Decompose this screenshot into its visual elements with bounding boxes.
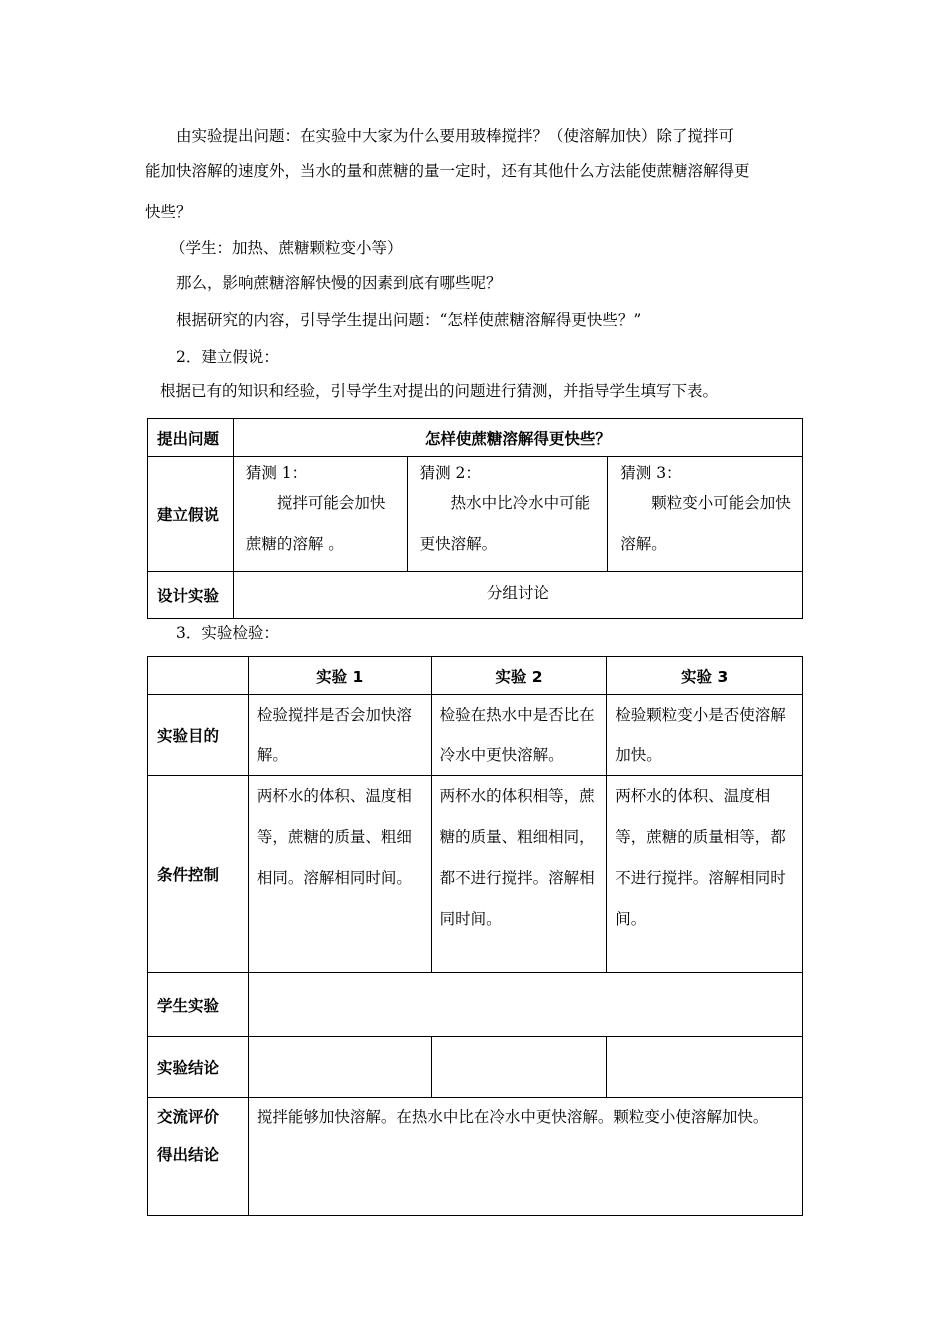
conclusion-cell	[248, 1037, 431, 1098]
conclusion-cell	[607, 1037, 803, 1098]
guess-title: 猜测 2：	[419, 464, 481, 482]
paragraph-line: 根据已有的知识和经验，引导学生对提出的问题进行猜测，并指导学生填写下表。	[160, 382, 719, 400]
column-header: 实验 1	[248, 657, 431, 695]
section-heading: 3．实验检验：	[176, 624, 279, 642]
paragraph-line: 由实验提出问题：在实验中大家为什么要用玻棒搅拌？（使溶解加快）除了搅拌可	[176, 127, 735, 145]
hypothesis-table	[147, 418, 803, 619]
summary-label-line: 交流评价	[157, 1108, 220, 1126]
row-label-question: 提出问题	[148, 419, 234, 457]
control-cell: 两杯水的体积相等，蔗糖的质量、粗细相同，都不进行搅拌。溶解相同时间。	[431, 776, 607, 973]
guess-text: 热水中比冷水中可能更快溶解。	[419, 494, 591, 553]
design-cell: 分组讨论	[233, 572, 802, 619]
column-header: 实验 3	[607, 657, 803, 695]
purpose-cell: 检验颗粒变小是否使溶解加快。	[607, 695, 803, 776]
question-cell: 怎样使蔗糖溶解得更快些？	[233, 419, 802, 457]
row-label-student: 学生实验	[148, 973, 249, 1037]
row-label-conclusion: 实验结论	[148, 1037, 249, 1098]
row-label-hypothesis: 建立假说	[148, 457, 234, 572]
section-heading: 2．建立假说：	[176, 348, 279, 366]
row-label-summary	[148, 1098, 249, 1216]
purpose-cell: 检验搅拌是否会加快溶解。	[248, 695, 431, 776]
purpose-cell: 检验在热水中是否比在冷水中更快溶解。	[431, 695, 607, 776]
guess-cell	[233, 457, 407, 572]
paragraph-line: 根据研究的内容，引导学生提出问题：“怎样使蔗糖溶解得更快些？”	[176, 311, 642, 329]
paragraph-line: 快些？	[145, 203, 192, 221]
row-label-control: 条件控制	[148, 776, 249, 973]
column-header: 实验 2	[431, 657, 607, 695]
paragraph-line: 那么，影响蔗糖溶解快慢的因素到底有哪些呢？	[176, 274, 502, 292]
paragraph-line: 能加快溶解的速度外，当水的量和蔗糖的量一定时，还有其他什么方法能使蔗糖溶解得更	[145, 162, 750, 180]
summary-label-line: 得出结论	[157, 1146, 220, 1164]
row-label-purpose: 实验目的	[148, 695, 249, 776]
paragraph-line: （学生：加热、蔗糖颗粒变小等）	[170, 239, 403, 257]
guess-text: 颗粒变小可能会加快溶解。	[620, 494, 791, 553]
row-label-design: 设计实验	[148, 572, 234, 619]
guess-title: 猜测 1：	[245, 464, 308, 482]
control-cell: 两杯水的体积、温度相等，蔗糖的质量、粗细相同。溶解相同时间。	[248, 776, 431, 973]
corner-cell	[148, 657, 249, 695]
guess-cell	[407, 457, 608, 572]
summary-cell: 搅拌能够加快溶解。在热水中比在冷水中更快溶解。颗粒变小使溶解加快。	[248, 1098, 802, 1216]
guess-cell	[608, 457, 803, 572]
experiment-table	[147, 656, 803, 1216]
conclusion-cell	[431, 1037, 607, 1098]
student-experiment-cell	[248, 973, 802, 1037]
guess-text: 搅拌可能会加快蔗糖的溶解 。	[245, 494, 386, 553]
guess-title: 猜测 3：	[620, 464, 682, 482]
control-cell: 两杯水的体积、温度相等，蔗糖的质量相等，都不进行搅拌。溶解相同时间。	[607, 776, 803, 973]
